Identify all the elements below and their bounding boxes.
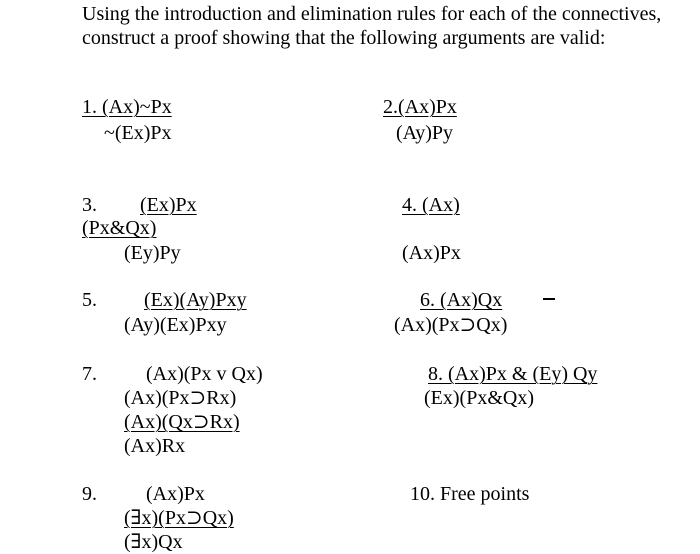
problem-4-conclusion: (Ax)Px xyxy=(402,242,461,264)
problem-9-number: 9. xyxy=(82,483,97,505)
problem-1-conclusion: ~(Ex)Px xyxy=(104,122,172,144)
problem-2-conclusion: (Ay)Py xyxy=(396,122,454,144)
problem-2-premise: 2.(Ax)Px xyxy=(383,96,457,118)
problem-9-premise-2: (∃x)(Px⊃Qx) xyxy=(124,507,234,529)
problem-7-number: 7. xyxy=(82,363,97,385)
problem-3-conclusion: (Ey)Py xyxy=(124,242,181,264)
problem-7-premise-3: (Ax)(Qx⊃Rx) xyxy=(124,411,240,433)
problem-8-conclusion: (Ex)(Px&Qx) xyxy=(424,387,534,409)
problem-10-free-points: 10. Free points xyxy=(410,483,530,505)
problem-8-premise: 8. (Ax)Px & (Ey) Qy xyxy=(428,363,598,385)
problem-6-premise: 6. (Ax)Qx xyxy=(420,289,503,311)
problem-3-number: 3. xyxy=(82,194,97,216)
problem-3-premise-2: (Px&Qx) xyxy=(82,217,157,239)
problem-9-premise-1: (Ax)Px xyxy=(146,483,205,505)
problem-5-number: 5. xyxy=(82,289,97,311)
problem-5-premise: (Ex)(Ay)Pxy xyxy=(144,289,247,311)
problem-4-premise: 4. (Ax) xyxy=(402,194,460,216)
problem-5-conclusion: (Ay)(Ex)Pxy xyxy=(124,314,227,336)
problem-6-mark xyxy=(543,298,555,300)
problem-7-premise-2: (Ax)(Px⊃Rx) xyxy=(124,387,237,409)
problem-9-conclusion: (∃x)Qx xyxy=(124,531,183,553)
problem-7-conclusion: (Ax)Rx xyxy=(124,435,186,457)
problem-1-premise: 1. (Ax)~Px xyxy=(82,96,172,118)
instructions-paragraph: Using the introduction and elimination rules for each of the connectives, construct a proof showing that the following arguments are valid: xyxy=(82,3,662,49)
problem-6-conclusion: (Ax)(Px⊃Qx) xyxy=(394,314,508,336)
problem-7-premise-1: (Ax)(Px v Qx) xyxy=(146,363,263,385)
problem-3-premise-1: (Ex)Px xyxy=(140,194,197,216)
